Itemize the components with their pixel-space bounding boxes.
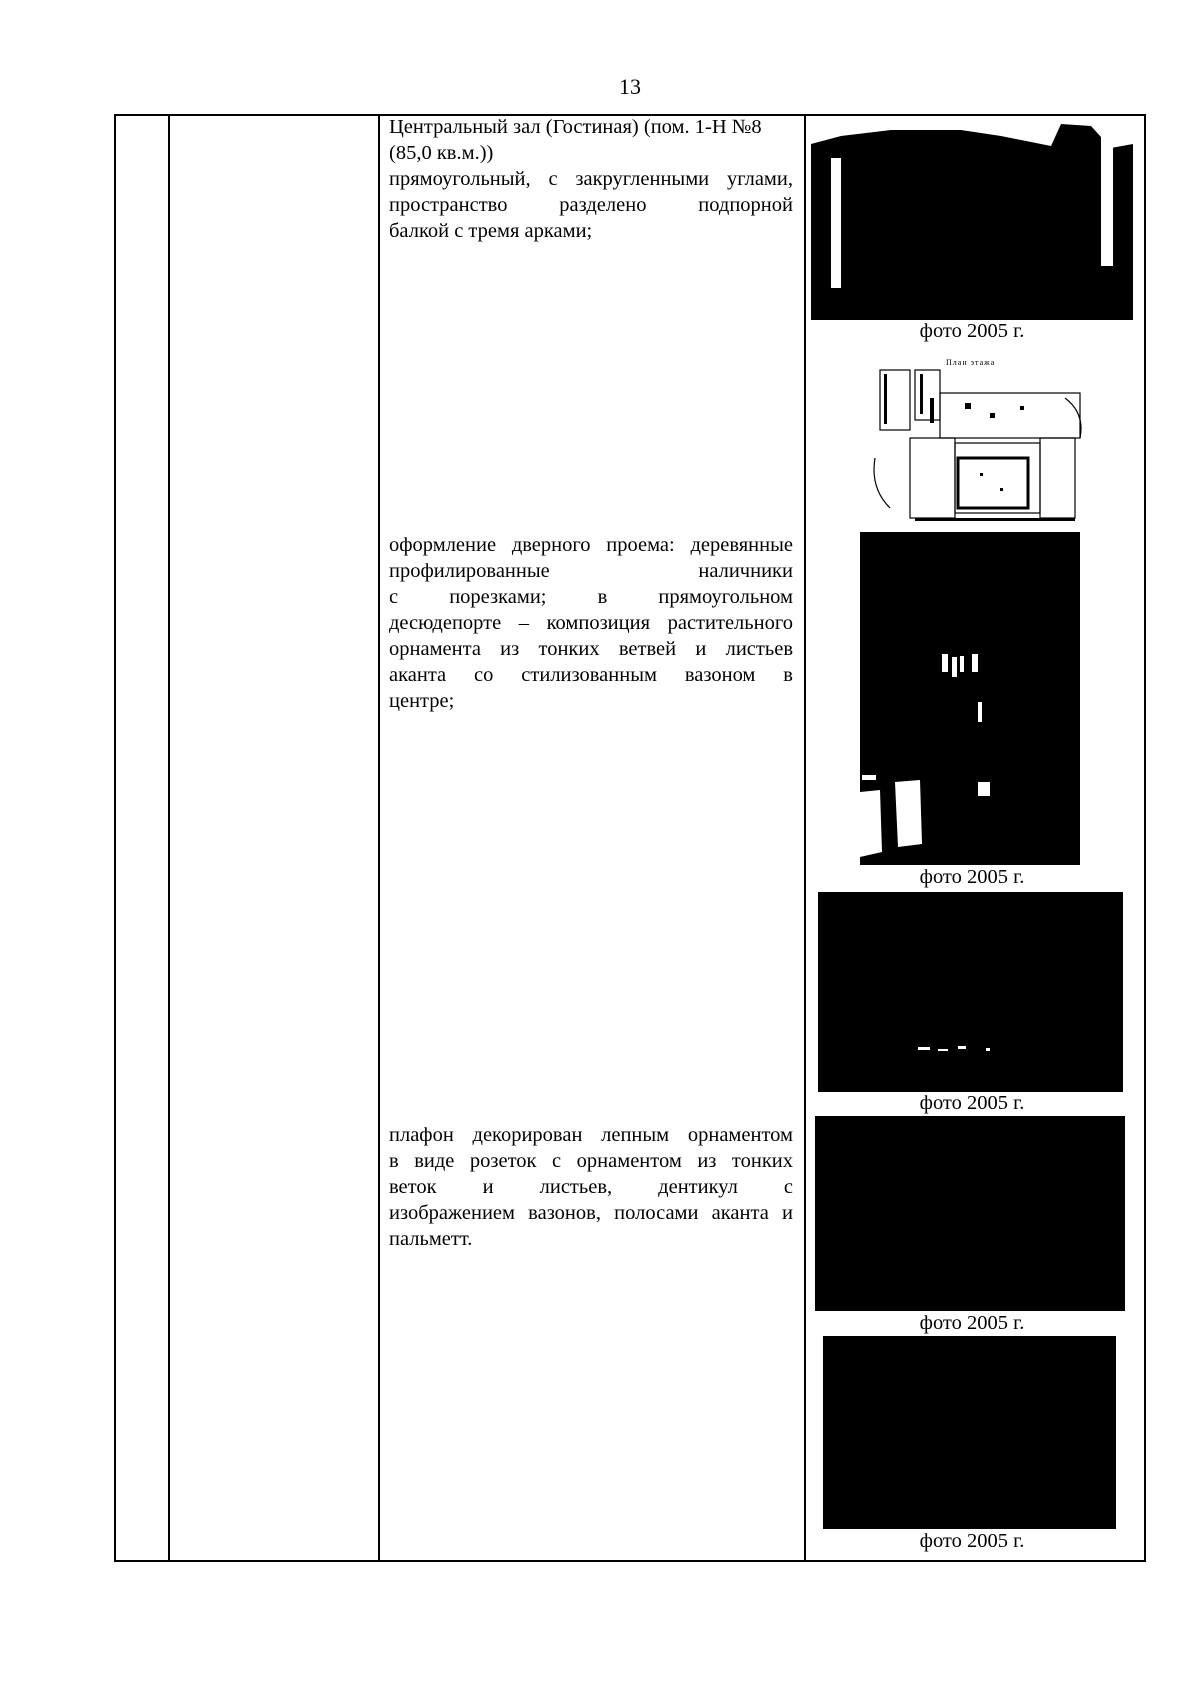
text-line: прямоугольный, с закругленными углами,	[389, 168, 793, 190]
door-opening-description	[389, 532, 793, 714]
text-line: центре;	[389, 690, 455, 712]
photo-caption: фото 2005 г.	[919, 866, 1025, 888]
ceiling-detail-photo	[823, 1336, 1116, 1529]
door-opening-photo-art	[860, 532, 1080, 865]
text-line: оформление дверного проема: деревянные	[389, 534, 793, 556]
text-line: изображением вазонов, полосами аканта и	[389, 1202, 793, 1224]
central-hall-description	[389, 114, 793, 244]
photo-caption: фото 2005 г.	[919, 320, 1025, 342]
hall-detail-photo-art	[818, 892, 1123, 1092]
text-line: в виде розеток с орнаментом из тонких	[389, 1150, 793, 1172]
text-line: (85,0 кв.м.))	[389, 142, 494, 164]
photo-caption: фото 2005 г.	[919, 1312, 1025, 1334]
text-line: балкой с тремя арками;	[389, 220, 593, 242]
central-hall-photo-art	[811, 116, 1133, 320]
text-line: пальметт.	[389, 1228, 473, 1250]
column-divider-2	[378, 116, 380, 1560]
text-line: орнамента из тонких ветвей и листьев	[389, 638, 793, 660]
text-line: пространство разделено подпорной	[389, 194, 793, 216]
door-opening-photo	[860, 532, 1080, 865]
photo-caption: фото 2005 г.	[919, 1530, 1025, 1552]
photo-caption: фото 2005 г.	[919, 1092, 1025, 1114]
ceiling-description	[389, 1122, 793, 1252]
floor-plan-art	[870, 358, 1085, 528]
column-divider-1	[168, 116, 170, 1560]
text-line: веток и листьев, дентикул с	[389, 1176, 793, 1198]
text-line: с порезками; в прямоугольном	[389, 586, 793, 608]
text-line: плафон декорирован лепным орнаментом	[389, 1124, 793, 1146]
text-line: профилированные наличники	[389, 560, 793, 582]
floor-plan	[870, 358, 1085, 528]
text-line: Центральный зал (Гостиная) (пом. 1-Н №8	[389, 116, 762, 138]
text-line: аканта со стилизованным вазоном в	[389, 664, 793, 686]
page-number: 13	[619, 74, 641, 99]
hall-detail-photo	[818, 892, 1123, 1092]
floor-plan-heading: План этажа	[946, 358, 996, 367]
text-line: десюдепорте – композиция растительного	[389, 612, 793, 634]
ceiling-photo	[815, 1116, 1125, 1311]
central-hall-photo	[811, 116, 1133, 320]
column-divider-3	[804, 116, 806, 1560]
